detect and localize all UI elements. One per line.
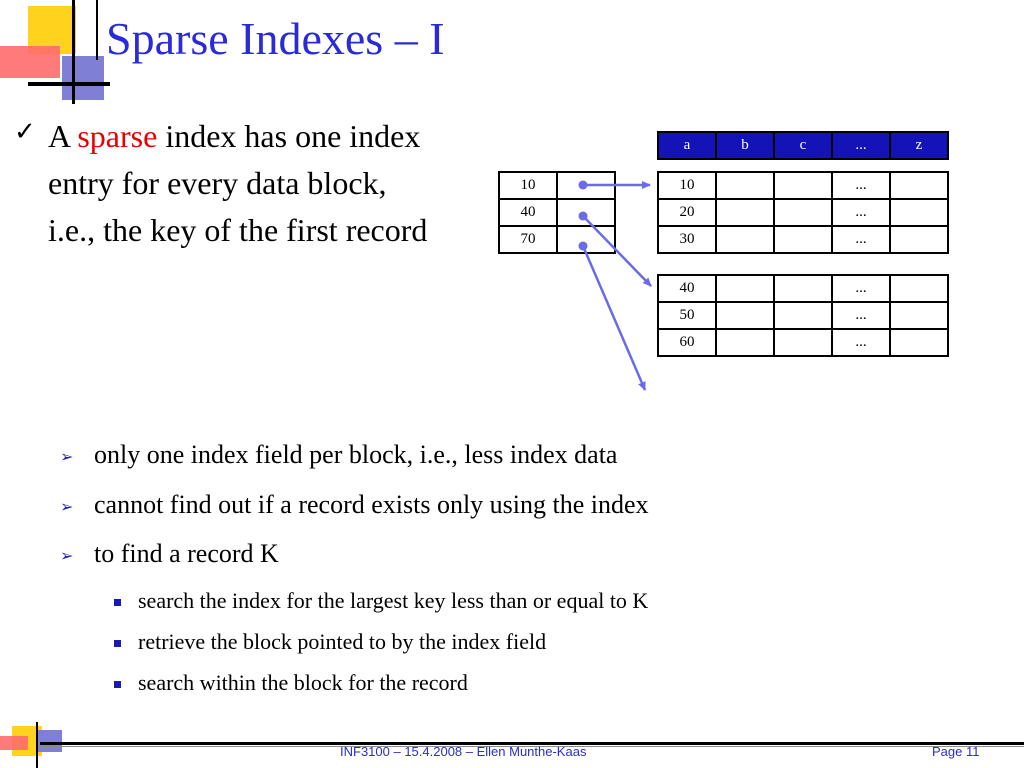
arrow-bullet-icon: ➢ (60, 499, 74, 516)
data-cell: 40 (658, 275, 716, 302)
data-cell: ... (832, 226, 890, 253)
index-key: 40 (499, 199, 557, 226)
data-cell: 50 (658, 302, 716, 329)
page-number: Page 11 (932, 744, 980, 759)
bullet-text: to find a record K (94, 539, 279, 568)
square-bullet-icon (114, 640, 121, 647)
data-cell: ... (832, 199, 890, 226)
data-cell: 60 (658, 329, 716, 356)
header-cell: c (774, 132, 832, 159)
data-cell: ... (832, 172, 890, 199)
header-cell: a (658, 132, 716, 159)
arrow-to-block-2 (583, 216, 651, 286)
main-text-after: index has one index entry for every data block, i.e., the key of the first record (48, 118, 428, 248)
header-cell: z (890, 132, 948, 159)
bullet-text: only one index field per block, i.e., less index data (94, 440, 618, 469)
arrow-bullet-icon: ➢ (60, 449, 74, 466)
index-key: 10 (499, 172, 557, 199)
check-icon: ✓ (14, 117, 36, 146)
bullet-text: cannot find out if a record exists only using the index (94, 490, 649, 519)
slide-title: Sparse Indexes – I (106, 13, 445, 64)
arrow-to-block-3 (583, 246, 645, 390)
data-cell: ... (832, 275, 890, 302)
arrow-bullet-icon: ➢ (60, 548, 74, 565)
data-cell: 30 (658, 226, 716, 253)
square-bullet-icon (114, 681, 121, 688)
header-cell: b (716, 132, 774, 159)
data-cell: ... (832, 329, 890, 356)
sub-bullet-text: search the index for the largest key less than or equal to K (138, 588, 649, 613)
data-cell: 20 (658, 199, 716, 226)
header-cell: ... (832, 132, 890, 159)
sub-bullet-text: retrieve the block pointed to by the index field (138, 629, 547, 654)
main-text-before: A (48, 118, 78, 154)
data-cell: ... (832, 302, 890, 329)
main-text-accent: sparse (77, 118, 158, 154)
sub-bullet-text: search within the block for the record (138, 670, 468, 695)
data-cell: 10 (658, 172, 716, 199)
index-key: 70 (499, 226, 557, 253)
square-bullet-icon (114, 599, 121, 606)
footer-center-text: INF3100 – 15.4.2008 – Ellen Munthe-Kaas (340, 744, 587, 759)
